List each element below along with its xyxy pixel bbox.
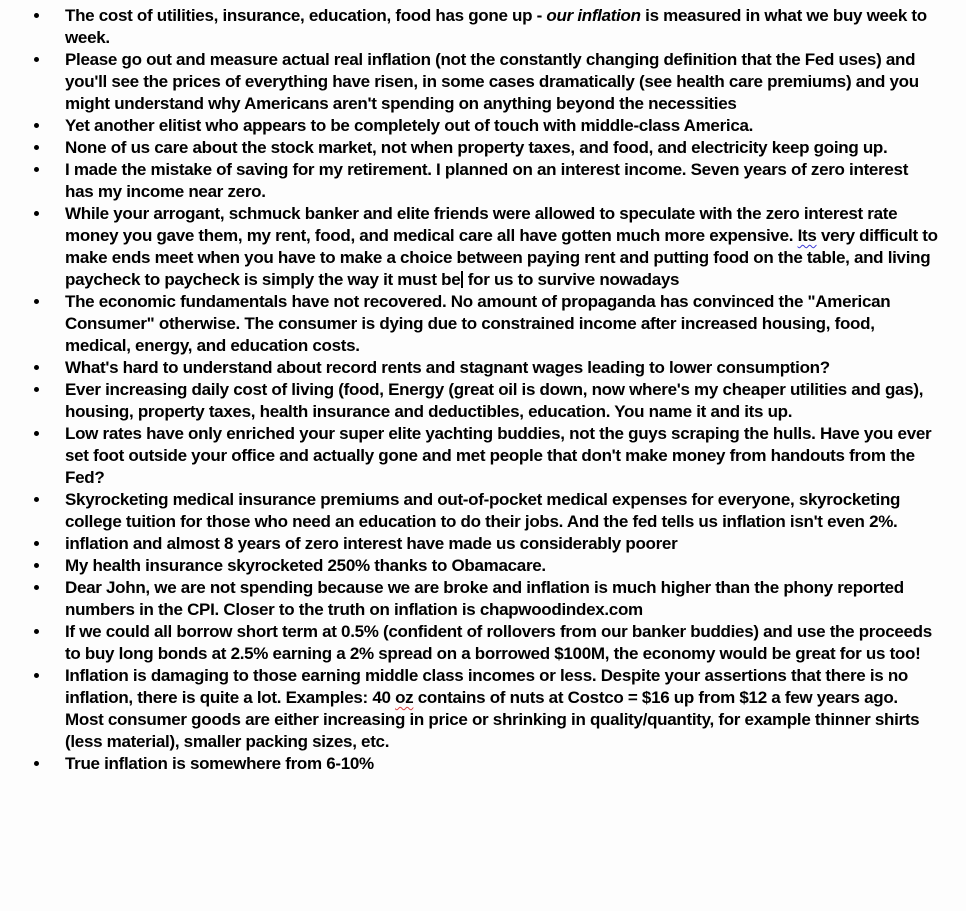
bullet-icon bbox=[34, 57, 39, 62]
list-item[interactable] bbox=[30, 5, 938, 49]
list-item[interactable] bbox=[30, 489, 938, 533]
text-segment: Inflation is damaging to those earning middle class incomes or less. Despite your assertions that there is no inflation, there is quite a lot. Examples: 40 bbox=[65, 666, 909, 707]
text-segment: Please go out and measure actual real inflation (not the constantly changing definition that the Fed uses) and you'll see the prices of everything have risen, in some cases dramatically (see health care premiums) and you might understand why Americans aren't spending on anything beyond the necessities bbox=[65, 50, 919, 113]
text-segment: Low rates have only enriched your super elite yachting buddies, not the guys scraping the hulls. Have you ever set foot outside your office and actually gone and met people that don't make money from handouts from the Fed? bbox=[65, 424, 932, 487]
bullet-icon bbox=[34, 673, 39, 678]
italic-text-segment: our inflation bbox=[546, 6, 641, 25]
list-item[interactable] bbox=[30, 423, 938, 489]
text-segment: The cost of utilities, insurance, education, food has gone up - bbox=[65, 6, 547, 25]
text-segment: While your arrogant, schmuck banker and elite friends were allowed to speculate with the zero interest rate money you gave them, my rent, food, and medical care all have gotten much more expensive. bbox=[65, 204, 898, 245]
bullet-icon bbox=[34, 167, 39, 172]
bullet-icon bbox=[34, 145, 39, 150]
spelling-flagged-word: oz bbox=[395, 688, 414, 707]
text-segment: contains of nuts at Costco = $16 up from $12 a few years ago. Most consumer goods are either increasing in price or shrinking in quality/quantity, for example thinner shirts (less material), smaller packing sizes, etc. bbox=[65, 688, 920, 751]
list-item[interactable] bbox=[30, 115, 938, 137]
text-segment: is measured in what we buy week to week. bbox=[65, 6, 927, 47]
list-item[interactable] bbox=[30, 291, 938, 357]
list-item[interactable] bbox=[30, 137, 938, 159]
text-segment: My health insurance skyrocketed 250% thanks to Obamacare. bbox=[65, 556, 546, 575]
text-segment: If we could all borrow short term at 0.5% (confident of rollovers from our banker buddies) and use the proceeds to buy long bonds at 2.5% earning a 2% spread on a borrowed $100M, the economy would be great for us too! bbox=[65, 622, 932, 663]
bullet-icon bbox=[34, 497, 39, 502]
bullet-icon bbox=[34, 299, 39, 304]
text-segment: Yet another elitist who appears to be completely out of touch with middle-class America. bbox=[65, 116, 754, 135]
bullet-icon bbox=[34, 629, 39, 634]
list-item[interactable] bbox=[30, 621, 938, 665]
bullet-icon bbox=[34, 431, 39, 436]
bullet-icon bbox=[34, 13, 39, 18]
list-item[interactable] bbox=[30, 159, 938, 203]
text-segment: Dear John, we are not spending because we are broke and inflation is much higher than the phony reported numbers in the CPI. Closer to the truth on inflation is chapwoodindex.com bbox=[65, 578, 904, 619]
list-item[interactable] bbox=[30, 379, 938, 423]
bullet-icon bbox=[34, 365, 39, 370]
bullet-icon bbox=[34, 123, 39, 128]
text-segment: True inflation is somewhere from 6-10% bbox=[65, 754, 374, 773]
bullet-icon bbox=[34, 387, 39, 392]
bullet-icon bbox=[34, 563, 39, 568]
list-item[interactable] bbox=[30, 555, 938, 577]
list-item[interactable] bbox=[30, 49, 938, 115]
text-segment: I made the mistake of saving for my retirement. I planned on an interest income. Seven years of zero interest has my income near zero. bbox=[65, 160, 909, 201]
text-segment: very difficult to make ends meet when you have to make a choice between paying rent and putting food on the table, and living paycheck to paycheck is simply the way it must be bbox=[65, 226, 938, 289]
bullet-icon bbox=[34, 541, 39, 546]
bullet-icon bbox=[34, 761, 39, 766]
list-item[interactable] bbox=[30, 533, 938, 555]
bullet-icon bbox=[34, 585, 39, 590]
bullet-icon bbox=[34, 211, 39, 216]
text-segment: None of us care about the stock market, not when property taxes, and food, and electricity keep going up. bbox=[65, 138, 888, 157]
text-segment: The economic fundamentals have not recovered. No amount of propaganda has convinced the "American Consumer" otherwise. The consumer is dying due to constrained income after increased housing, food, medical, energy, and education costs. bbox=[65, 292, 891, 355]
text-segment: Skyrocketing medical insurance premiums and out-of-pocket medical expenses for everyone, skyrocketing college tuition for those who need an education to do their jobs. And the fed tells us inflation isn't even 2%. bbox=[65, 490, 901, 531]
text-segment: Ever increasing daily cost of living (food, Energy (great oil is down, now where's my cheaper utilities and gas), housing, property taxes, health insurance and deductibles, education. You name it and its up. bbox=[65, 380, 924, 421]
text-segment: What's hard to understand about record rents and stagnant wages leading to lower consumption? bbox=[65, 358, 830, 377]
list-item[interactable] bbox=[30, 665, 938, 753]
list-item[interactable] bbox=[30, 203, 938, 291]
text-segment: inflation and almost 8 years of zero interest have made us considerably poorer bbox=[65, 534, 678, 553]
grammar-flagged-word: Its bbox=[797, 226, 817, 245]
list-item[interactable] bbox=[30, 753, 938, 775]
list-item[interactable] bbox=[30, 577, 938, 621]
text-segment: for us to survive nowadays bbox=[463, 270, 680, 289]
list-item[interactable] bbox=[30, 357, 938, 379]
bullet-list bbox=[30, 5, 938, 775]
